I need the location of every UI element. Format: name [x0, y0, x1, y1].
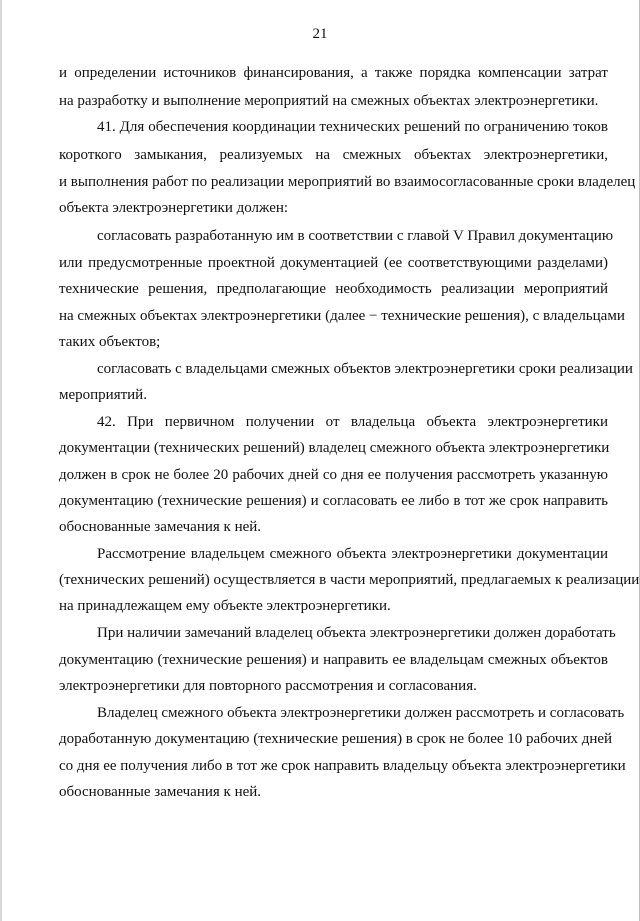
- text-line: объекта электроэнергетики должен:: [59, 200, 289, 216]
- text-line: и определении источников финансирования, а также порядка компенсации затрат: [59, 65, 608, 81]
- text-line: должен в срок не более 20 рабочих дней со дня ее получения рассмотреть указанную: [59, 467, 608, 483]
- text-line: согласовать разработанную им в соответствии с главой V Правил документацию: [97, 228, 614, 244]
- text-line: на разработку и выполнение мероприятий на смежных объектах электроэнергетики.: [59, 93, 599, 109]
- clause-42-first-line: 42. При первичном получении от владельца объекта электроэнергетики: [97, 414, 608, 430]
- text-line: и выполнения работ по реализации мероприятий во взаимосогласованные сроки владелец: [59, 174, 636, 190]
- scan-edge: [0, 0, 2, 921]
- text-line: документацию (технические решения) и согласовать ее либо в тот же срок направить: [59, 493, 608, 509]
- text-line: документации (технических решений) владелец смежного объекта электроэнергетики: [59, 440, 610, 456]
- text-line: согласовать с владельцами смежных объектов электроэнергетики сроки реализации: [97, 361, 633, 377]
- text-line: или предусмотренные проектной документацией (ее соответствующими разделами): [59, 255, 608, 271]
- text-line: Рассмотрение владельцем смежного объекта электроэнергетики документации: [97, 546, 608, 562]
- text-line: электроэнергетики для повторного рассмотрения и согласования.: [59, 678, 477, 694]
- text-line: документацию (технические решения) и направить ее владельцам смежных объектов: [59, 652, 608, 668]
- clause-41-first-line: 41. Для обеспечения координации технических решений по ограничению токов: [97, 119, 608, 135]
- text-line: обоснованные замечания к ней.: [59, 784, 262, 800]
- text-line: на смежных объектах электроэнергетики (далее − технические решения), с владельцами: [59, 308, 625, 324]
- text-line: со дня ее получения либо в тот же срок направить владельцу объекта электроэнергетики: [59, 758, 626, 774]
- text-line: Владелец смежного объекта электроэнергетики должен рассмотреть и согласовать: [97, 705, 625, 721]
- page-number: 21: [312, 26, 328, 42]
- text-line: (технических решений) осуществляется в части мероприятий, предлагаемых к реализации: [59, 572, 640, 588]
- text-line: доработанную документацию (технические решения) в срок не более 10 рабочих дней: [59, 731, 613, 747]
- text-line: короткого замыкания, реализуемых на смежных объектах электроэнергетики,: [59, 147, 608, 163]
- text-line: При наличии замечаний владелец объекта электроэнергетики должен доработать: [97, 625, 616, 641]
- text-line: таких объектов;: [59, 334, 161, 350]
- text-line: обоснованные замечания к ней.: [59, 519, 262, 535]
- text-line: мероприятий.: [59, 387, 147, 403]
- text-line: на принадлежащем ему объекте электроэнергетики.: [59, 598, 391, 614]
- text-line: технические решения, предполагающие необходимость реализации мероприятий: [59, 281, 608, 297]
